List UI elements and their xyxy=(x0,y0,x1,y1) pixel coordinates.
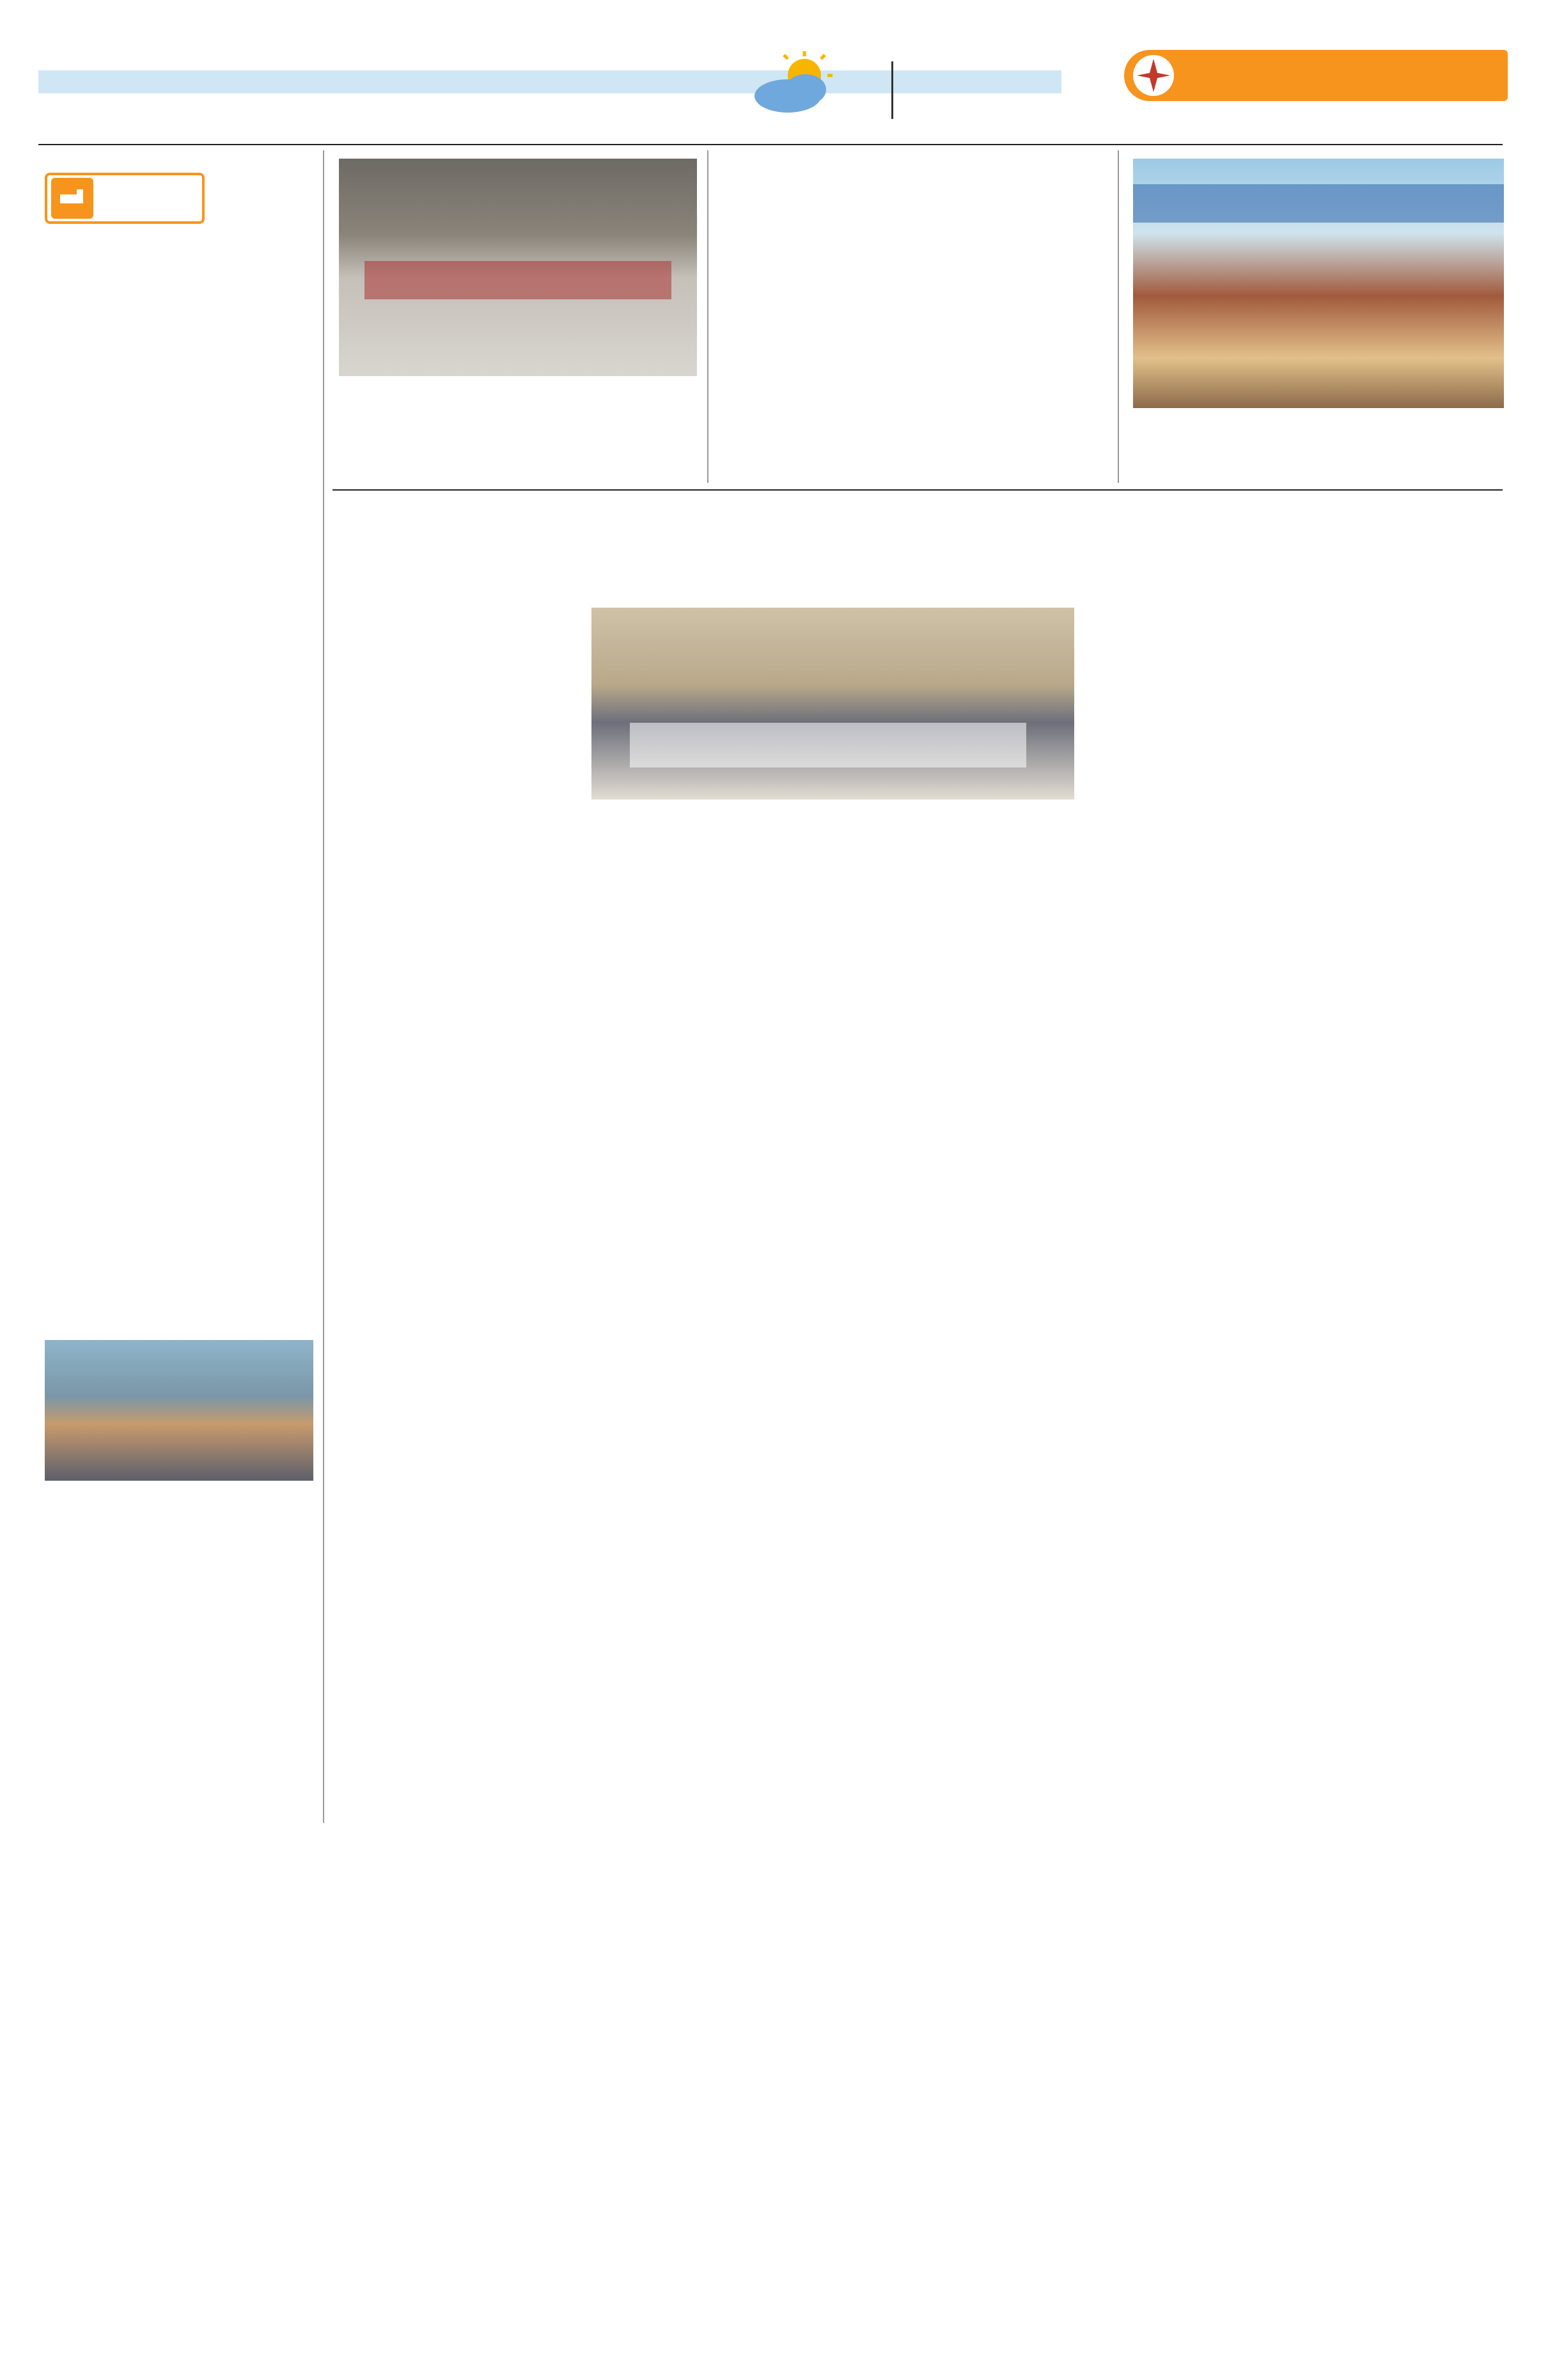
kirusuddi-column xyxy=(38,154,320,1817)
kirusuddi-s1-body xyxy=(45,301,313,991)
hand-point-icon xyxy=(51,178,93,219)
top-divider-1 xyxy=(707,150,708,483)
kirusuddi-s2-body xyxy=(45,1031,313,1261)
brand-logo-icon xyxy=(1132,54,1175,97)
kirusuddi-s4-body xyxy=(45,1714,313,1810)
lead-col2 xyxy=(591,807,812,1170)
section-rule-1 xyxy=(332,489,1503,491)
top-photo-meeting xyxy=(339,159,697,376)
photo-table xyxy=(630,723,1026,768)
lead-col1 xyxy=(339,608,579,1170)
brand-block xyxy=(1124,50,1508,101)
top-photo-school xyxy=(1133,159,1504,408)
masthead-rule xyxy=(38,144,1503,145)
kirusuddi-s3-photo xyxy=(45,1340,313,1481)
top-photo-meeting-caption xyxy=(339,381,697,477)
weather-icon xyxy=(748,50,838,120)
masthead-bar xyxy=(38,70,1061,93)
kirusuddi-s3-body xyxy=(45,1485,313,1676)
photo-stage-table xyxy=(364,261,671,299)
barki-body xyxy=(723,187,1106,481)
temp-divider xyxy=(891,61,893,119)
top-photo-school-caption xyxy=(1133,413,1504,484)
masthead xyxy=(0,0,1541,144)
photo-banner-strip xyxy=(1133,184,1504,223)
top-divider-2 xyxy=(1118,150,1119,483)
lead-photo xyxy=(591,608,1074,800)
left-column-divider xyxy=(323,150,324,1823)
